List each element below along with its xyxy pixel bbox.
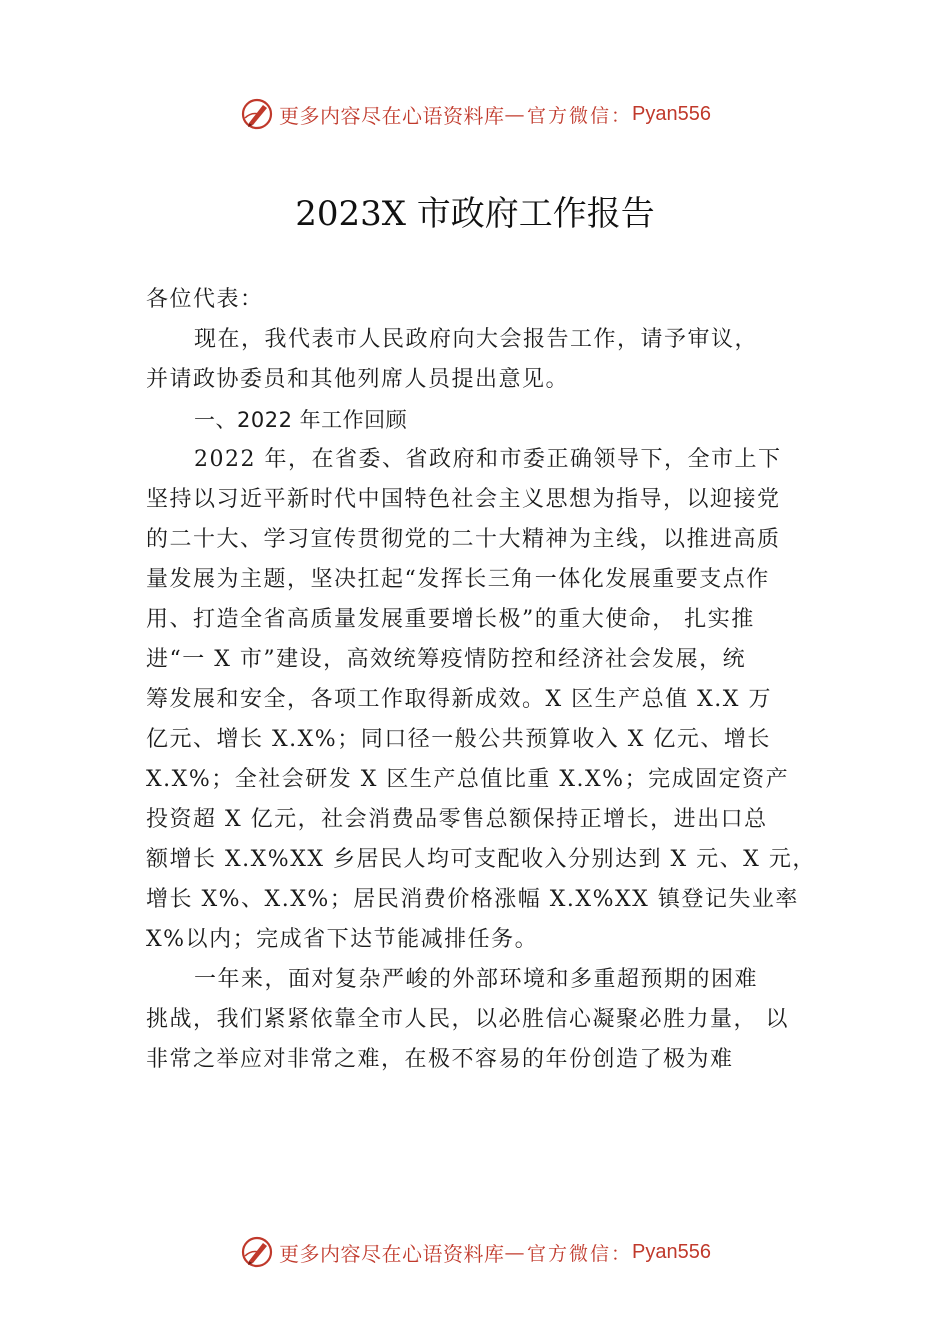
paragraph-line: 量发展为主题，坚决扛起“发挥长三角一体化发展重要支点作 — [146, 567, 770, 592]
paragraph-line: 额增长 X.X%XX 乡居民人均可支配收入分别达到 X 元、X 元， — [146, 847, 816, 872]
header-banner — [0, 94, 950, 134]
banner-wechat-label: 官方微信： — [527, 104, 633, 127]
banner-brand-text: 更多内容尽在心语资料库 — [279, 1241, 505, 1266]
pen-logo-icon — [239, 96, 275, 132]
intro-line: 并请政协委员和其他列席人员提出意见。 — [146, 367, 570, 392]
paragraph-line: 进“一 X 市”建设，高效统筹疫情防控和经济社会发展，统 — [146, 647, 747, 672]
document-title: 2023X 市政府工作报告 — [295, 194, 655, 234]
banner-wechat-id: Pyan556 — [632, 1240, 711, 1263]
pen-logo-icon — [239, 1234, 275, 1270]
paragraph-line: 2022 年，在省委、省政府和市委正确领导下，全市上下 — [194, 447, 782, 472]
footer-banner — [0, 1232, 950, 1272]
paragraph-line: 用、打造全省高质量发展重要增长极”的重大使命， 扎实推 — [146, 607, 755, 632]
salutation: 各位代表： — [146, 287, 264, 312]
paragraph-line: X%以内；完成省下达节能减排任务。 — [146, 927, 539, 952]
document-body — [146, 280, 826, 1080]
banner-wechat-label: 官方微信： — [527, 1242, 633, 1265]
paragraph-line: 挑战，我们紧紧依靠全市人民，以必胜信心凝聚必胜力量， 以 — [146, 1007, 789, 1032]
banner-brand-text: 更多内容尽在心语资料库 — [279, 103, 505, 128]
banner-dash: — — [504, 102, 525, 126]
paragraph-line: 的二十大、学习宣传贯彻党的二十大精神为主线，以推进高质 — [146, 527, 781, 552]
section-heading: 一、2022 年工作回顾 — [194, 408, 408, 432]
paragraph-line: 一年来，面对复杂严峻的外部环境和多重超预期的困难 — [194, 967, 759, 992]
banner-dash: — — [504, 1240, 525, 1264]
paragraph-line: 筹发展和安全，各项工作取得新成效。X 区生产总值 X.X 万 — [146, 687, 772, 712]
paragraph-line: 亿元、增长 X.X%；同口径一般公共预算收入 X 亿元、增长 — [146, 727, 771, 752]
paragraph-line: 投资超 X 亿元，社会消费品零售总额保持正增长，进出口总 — [146, 807, 768, 832]
banner-wechat-id: Pyan556 — [632, 102, 711, 125]
intro-line: 现在，我代表市人民政府向大会报告工作，请予审议， — [194, 327, 759, 352]
paragraph-line: 非常之举应对非常之难，在极不容易的年份创造了极为难 — [146, 1047, 734, 1072]
paragraph-line: 坚持以习近平新时代中国特色社会主义思想为指导，以迎接党 — [146, 487, 781, 512]
paragraph-line: 增长 X%、X.X%；居民消费价格涨幅 X.X%XX 镇登记失业率 — [146, 887, 799, 912]
paragraph-line: X.X%；全社会研发 X 区生产总值比重 X.X%；完成固定资产 — [146, 767, 790, 792]
